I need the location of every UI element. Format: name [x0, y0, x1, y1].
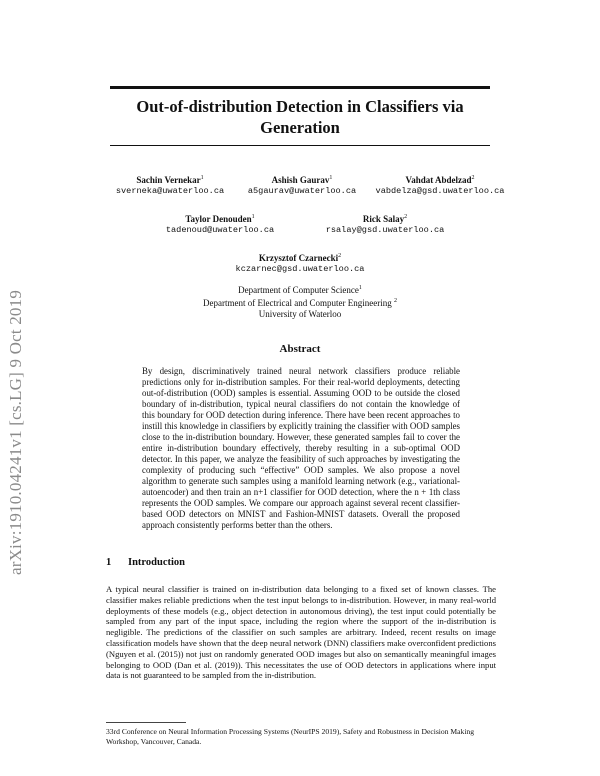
author-name: Ashish Gaurav$^1$	[271, 175, 333, 185]
abstract-text: By design, discriminatively trained neural network classifiers produce reliable predictions only for in-distribution samples. For their real-world deployments, detecting out-of-distribution (OOD) samples is essential. Assuming OOD to be outside the closed boundary of in-distribution, typical neural classifiers do not contain the knowledge of this boundary for OOD detection during inference. There have been recent approaches to instill this knowledge in classifiers by explicitly training the classifier with OOD samples close to the in-distribution boundary. However, these generated samples fail to cover the entire in-distribution boundary effectively, thereby resulting in a sub-optimal OOD detector. In this paper, we analyze the feasibility of such approaches by investigating the complexity of producing such “effective” OOD samples. We also propose a novel algorithm to generate such samples using a manifold learning network (e.g., variational-autoencoder) and then train an n+1 classifier for OOD detection, where the n + 1th class represents the OOD samples. We compare our approach against several recent classifier-based OOD detectors on MNIST and Fashion-MNIST datasets. Overall the proposed approach consistently performs better than the others.	[142, 366, 460, 530]
author-email: sverneka@uwaterloo.ca	[115, 186, 225, 196]
author-email: a5gaurav@uwaterloo.ca	[247, 186, 357, 196]
author-email: tadenoud@uwaterloo.ca	[165, 225, 275, 235]
author-name: Krzysztof Czarnecki$^2$	[258, 253, 342, 263]
section-title: Introduction	[128, 557, 185, 568]
author-name: Taylor Denouden$^1$	[185, 214, 255, 224]
author-email: rsalay@gsd.uwaterloo.ca	[325, 225, 445, 235]
section-heading	[106, 557, 185, 568]
author-name: Sachin Vernekar$^1$	[136, 175, 204, 185]
author-block	[220, 251, 380, 275]
author-block	[360, 173, 520, 197]
author-block	[150, 212, 290, 236]
footnote-rule	[106, 722, 186, 723]
affiliation-line: University of Waterloo	[258, 309, 342, 319]
affiliations	[150, 283, 450, 320]
arxiv-identifier: arXiv:1910.04241v1 [cs.LG] 9 Oct 2019	[6, 289, 25, 575]
introduction-text: A typical neural classifier is trained on in-distribution data belonging to a fixed set of known classes. The classifier makes reliable predictions when the test input belongs to in-distribution. However, in many real-world deployments of these models (e.g., object detection in autonomous driving), the test input could potentially be sampled from any part of the input space, including the region where the support of the in-distribution is negligible. The predictions of the classifier on such samples are arbitrary. Indeed, recent results on image classification models have shown that the deep neural network (DNN) classifiers make overconfident predictions (Nguyen et al. (2015)) not just on randomly generated OOD images but also on semantically meaningful images belonging to OOD (Dan et al. (2019)). This necessitates the use of OOD detectors in applications where input data is not guaranteed to be sampled from the in-distribution.	[106, 584, 496, 681]
author-name: Rick Salay$^2$	[362, 214, 408, 224]
paper-title: Out-of-distribution Detection in Classifiers via Generation	[136, 97, 464, 137]
section-number: 1	[106, 557, 112, 568]
author-email: vabdelza@gsd.uwaterloo.ca	[375, 186, 505, 196]
author-block	[100, 173, 240, 197]
affiliation-line: Department of Electrical and Computer Engineering $^2$	[203, 298, 397, 308]
abstract-heading: Abstract	[279, 343, 321, 355]
author-name: Vahdat Abdelzad$^2$	[405, 175, 475, 185]
author-email: kczarnec@gsd.uwaterloo.ca	[235, 264, 365, 274]
title-rule-bottom	[110, 145, 490, 146]
author-block	[310, 212, 460, 236]
title-rule-top	[110, 86, 490, 89]
affiliation-line: Department of Computer Science$^1$	[238, 285, 362, 295]
author-block	[232, 173, 372, 197]
footnote: 33rd Conference on Neural Information Processing Systems (NeurIPS 2019), Safety and Robustness in Decision Making Workshop, Vancouver, Canada.	[106, 727, 475, 746]
